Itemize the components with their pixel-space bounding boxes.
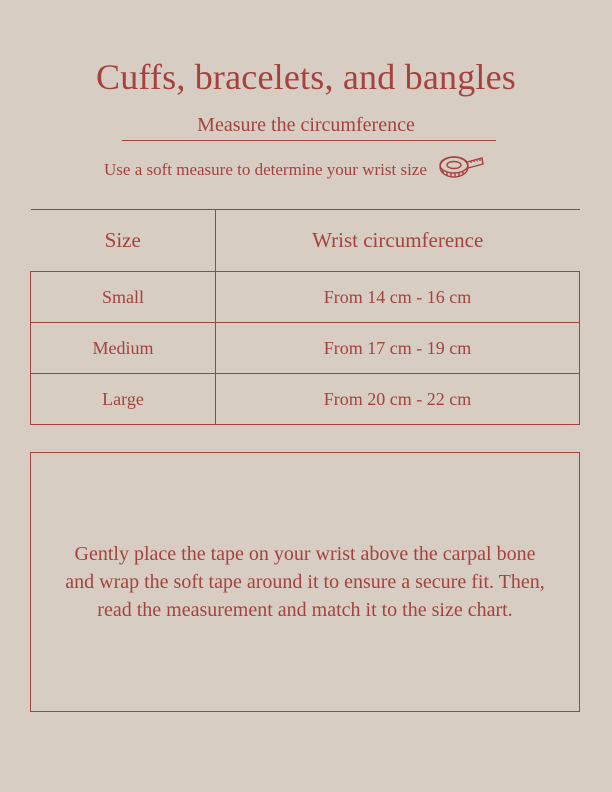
note-text: Gently place the tape on your wrist above the carpal bone and wrap the soft tape around it to ensure a secure fit. Then, read the measurement and match it to the size chart.	[65, 543, 545, 621]
page-title: Cuffs, bracelets, and bangles	[95, 57, 516, 97]
size-cell: Large	[31, 374, 216, 425]
circumference-cell: From 17 cm - 19 cm	[216, 323, 580, 374]
table-row	[31, 323, 580, 374]
subtitle-divider	[122, 140, 496, 141]
header-circumference: Wrist circumference	[216, 210, 580, 272]
size-table	[30, 209, 580, 425]
circumference-cell: From 14 cm - 16 cm	[216, 272, 580, 323]
table-header-row	[31, 210, 580, 272]
header-size: Size	[31, 210, 216, 272]
size-chart	[30, 209, 580, 425]
instruction-line	[104, 154, 485, 185]
measuring-tape-icon	[437, 154, 485, 185]
circumference-cell: From 20 cm - 22 cm	[216, 374, 580, 425]
table-row	[31, 272, 580, 323]
size-cell: Medium	[31, 323, 216, 374]
instruction-note-box	[30, 452, 580, 712]
instruction-text: Use a soft measure to determine your wrist size	[104, 159, 427, 179]
table-row	[31, 374, 580, 425]
page-subtitle: Measure the circumference	[197, 114, 415, 136]
size-cell: Small	[31, 272, 216, 323]
